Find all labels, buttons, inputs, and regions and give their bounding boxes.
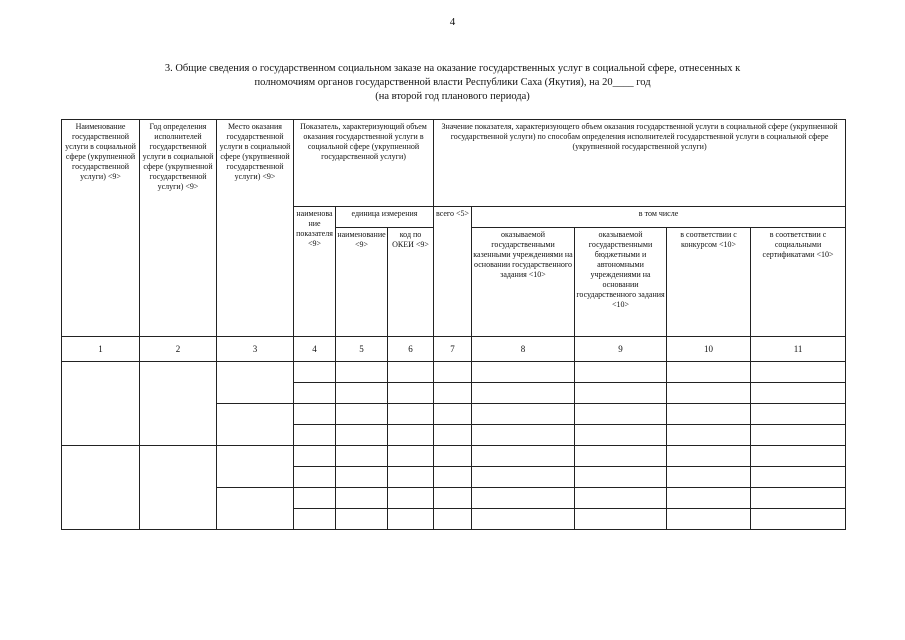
- data-cell: [575, 383, 667, 404]
- data-cell: [472, 404, 575, 425]
- data-cell: [472, 425, 575, 446]
- column-number: 6: [388, 337, 434, 362]
- data-cell: [294, 467, 336, 488]
- column-number: 5: [336, 337, 388, 362]
- data-cell: [751, 425, 846, 446]
- header-competition: в соответствии с конкурсом <10>: [667, 228, 751, 337]
- data-cell: [472, 446, 575, 467]
- data-cell: [388, 425, 434, 446]
- data-cell: [575, 362, 667, 383]
- data-cell: [336, 404, 388, 425]
- data-cell: [575, 488, 667, 509]
- header-okei-code: код по ОКЕИ <9>: [388, 228, 434, 337]
- column-number: 10: [667, 337, 751, 362]
- data-cell: [336, 383, 388, 404]
- data-cell: [388, 467, 434, 488]
- data-cell: [294, 404, 336, 425]
- data-cell: [294, 446, 336, 467]
- data-cell: [472, 509, 575, 530]
- place-cell: [217, 362, 294, 404]
- data-cell: [667, 488, 751, 509]
- header-indicator-name: наименование показателя <9>: [294, 207, 336, 337]
- place-cell: [217, 404, 294, 446]
- data-cell: [336, 425, 388, 446]
- data-cell: [751, 509, 846, 530]
- column-number: 9: [575, 337, 667, 362]
- header-total: всего <5>: [434, 207, 472, 337]
- header-unit: единица измерения: [336, 207, 434, 228]
- data-cell: [434, 383, 472, 404]
- data-cell: [336, 509, 388, 530]
- place-cell: [217, 446, 294, 488]
- header-budget-institutions: оказываемой государственными бюджетными и автономными учреждениями на основании государственного задания <10>: [575, 228, 667, 337]
- header-certificates: в соответствии с социальными сертификатами <10>: [751, 228, 846, 337]
- year-cell: [140, 446, 217, 530]
- place-cell: [217, 488, 294, 530]
- header-indicator: Показатель, характеризующий объем оказания государственной услуги в социальной сфере (укрупненной государственной услуги): [294, 120, 434, 207]
- data-cell: [294, 509, 336, 530]
- column-number-row: [62, 337, 846, 362]
- data-cell: [388, 488, 434, 509]
- header-place: Место оказания государственной услуги в социальной сфере (укрупненной государственной услуги) <9>: [217, 120, 294, 337]
- data-cell: [294, 362, 336, 383]
- header-service-name: Наименование государственной услуги в социальной сфере (укрупненной государственной услуги) <9>: [62, 120, 140, 337]
- data-cell: [575, 446, 667, 467]
- page-number: 4: [449, 16, 456, 28]
- data-cell: [434, 446, 472, 467]
- table-row: [62, 446, 846, 467]
- year-cell: [140, 362, 217, 446]
- data-cell: [388, 446, 434, 467]
- social-order-table: [61, 119, 846, 530]
- data-cell: [388, 362, 434, 383]
- data-cell: [472, 362, 575, 383]
- column-number: 4: [294, 337, 336, 362]
- data-cell: [575, 404, 667, 425]
- header-value: Значение показателя, характеризующего объем оказания государственной услуги в социальной сфере (укрупненной государственной услуги) по способам определения исполнителей государственной услуги в социальной сфере (укрупненной государственной услуги): [434, 120, 846, 207]
- data-cell: [336, 488, 388, 509]
- data-cell: [388, 404, 434, 425]
- data-cell: [434, 425, 472, 446]
- header-unit-name: наименование <9>: [336, 228, 388, 337]
- data-cell: [434, 488, 472, 509]
- data-cell: [434, 362, 472, 383]
- table-row: [62, 362, 846, 383]
- header-including: в том числе: [472, 207, 846, 228]
- data-cell: [472, 467, 575, 488]
- column-number: 7: [434, 337, 472, 362]
- data-cell: [667, 446, 751, 467]
- data-cell: [751, 488, 846, 509]
- data-cell: [294, 425, 336, 446]
- data-cell: [575, 425, 667, 446]
- heading-line-3: (на второй год планового периода): [375, 91, 530, 102]
- data-cell: [294, 488, 336, 509]
- service-name-cell: [62, 362, 140, 446]
- data-cell: [336, 467, 388, 488]
- data-cell: [575, 509, 667, 530]
- column-number: 8: [472, 337, 575, 362]
- column-number: 1: [62, 337, 140, 362]
- data-cell: [434, 467, 472, 488]
- data-cell: [751, 446, 846, 467]
- data-cell: [336, 446, 388, 467]
- column-number: 11: [751, 337, 846, 362]
- data-cell: [575, 467, 667, 488]
- data-cell: [667, 467, 751, 488]
- data-cell: [388, 509, 434, 530]
- data-cell: [472, 383, 575, 404]
- section-heading: [60, 62, 845, 104]
- data-cell: [336, 362, 388, 383]
- data-cell: [472, 488, 575, 509]
- data-cell: [667, 404, 751, 425]
- data-cell: [434, 509, 472, 530]
- data-cell: [434, 404, 472, 425]
- heading-line-1: 3. Общие сведения о государственном социальном заказе на оказание государственных услуг в социальной сфере, отнесенных к: [164, 63, 741, 74]
- data-cell: [751, 404, 846, 425]
- data-cell: [667, 383, 751, 404]
- column-number: 3: [217, 337, 294, 362]
- header-state-institutions: оказываемой государственными казенными учреждениями на основании государственного задания <10>: [472, 228, 575, 337]
- data-cell: [751, 362, 846, 383]
- data-cell: [667, 509, 751, 530]
- header-year: Год определения исполнителей государственной услуги в социальной сфере (укрупненной государственной услуги) <9>: [140, 120, 217, 337]
- header-row-1: [62, 120, 846, 207]
- data-cell: [751, 467, 846, 488]
- data-cell: [667, 362, 751, 383]
- heading-line-2: полномочиям органов государственной власти Республики Саха (Якутия), на 20____ год: [254, 77, 651, 88]
- data-cell: [751, 383, 846, 404]
- data-cell: [388, 383, 434, 404]
- data-cell: [294, 383, 336, 404]
- data-cell: [667, 425, 751, 446]
- service-name-cell: [62, 446, 140, 530]
- column-number: 2: [140, 337, 217, 362]
